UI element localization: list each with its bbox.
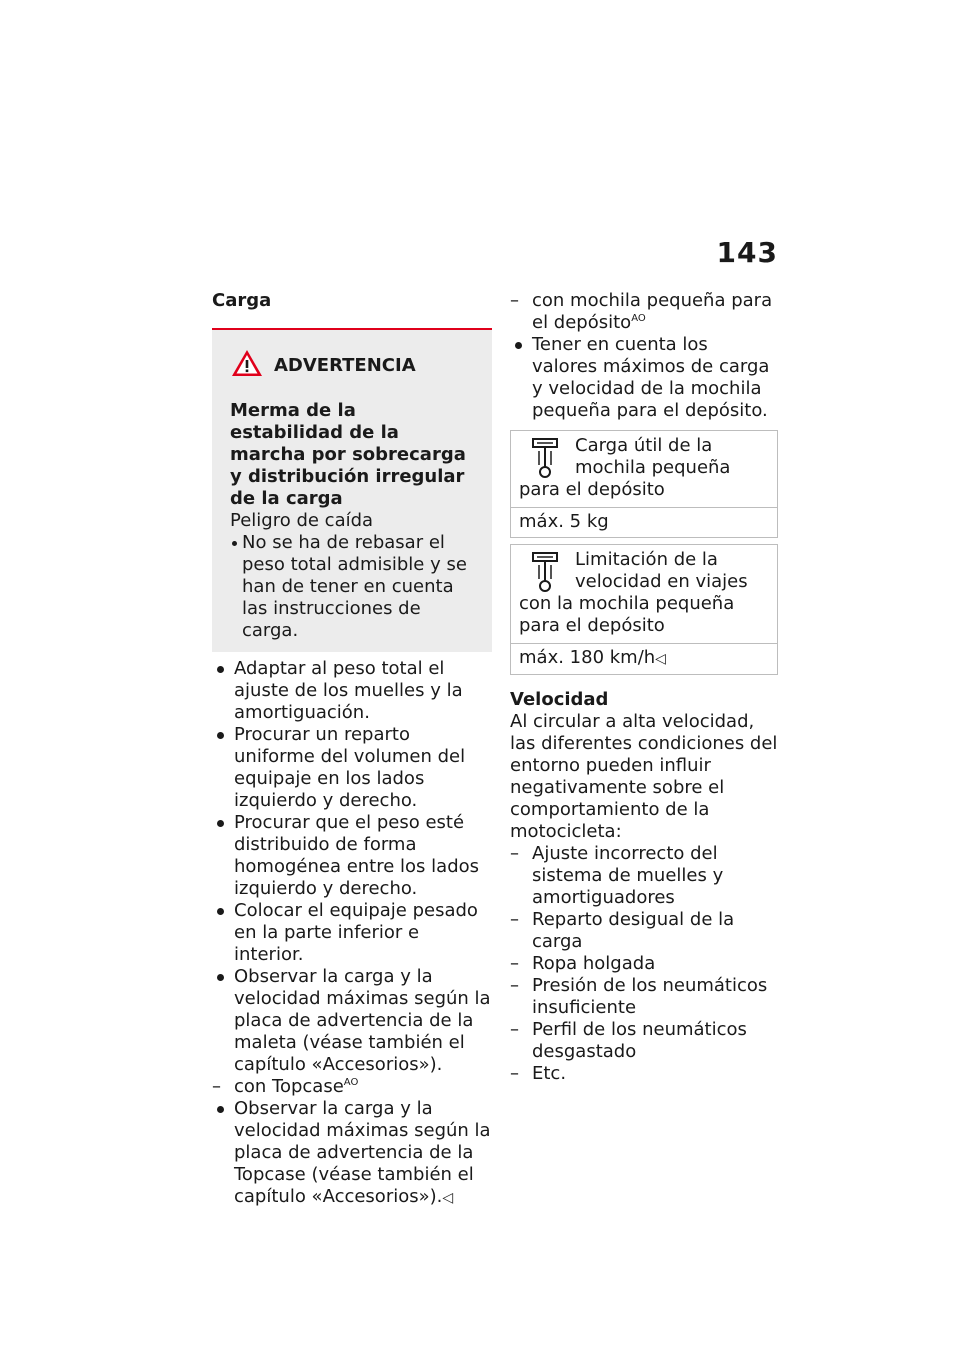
- list-item: Observar la carga y la velocidad máximas según la placa de advertencia de la maleta (véase también el capítulo «Accesorios»).: [212, 966, 492, 1076]
- list-item: – Ropa holgada: [510, 953, 778, 975]
- tankbag-instructions-list: [510, 334, 778, 422]
- condition-text: con Topcase: [234, 1076, 344, 1097]
- condition-text: con mochila pequeña para el depósito: [532, 290, 773, 333]
- topcase-condition: [212, 1076, 492, 1098]
- list-item: Procurar un reparto uniforme del volumen del equipaje en los lados izquierdo y derecho.: [212, 724, 492, 812]
- tankbag-condition: [510, 290, 778, 334]
- list-item: – Ajuste incorrecto del sistema de muelles y amortiguadores: [510, 843, 778, 909]
- end-of-section-mark: ◁: [442, 1190, 454, 1206]
- list-item: – Perfil de los neumáticos desgastado: [510, 1019, 778, 1063]
- spec-value: máx. 180 km/h: [519, 647, 656, 668]
- warning-subtitle: Merma de la estabilidad de la marcha por sobrecarga y distribución irregular de la carga: [230, 400, 466, 509]
- list-item: – Presión de los neumáticos insuficiente: [510, 975, 778, 1019]
- spec-value-row: [511, 643, 777, 674]
- warning-header: [230, 348, 474, 384]
- warning-triangle-icon: [230, 348, 264, 384]
- list-item: Colocar el equipaje pesado en la parte inferior e interior.: [212, 900, 492, 966]
- list-item: Tener en cuenta los valores máximos de carga y velocidad de la mochila pequeña para el depósito.: [510, 334, 778, 422]
- warning-title: ADVERTENCIA: [274, 355, 416, 376]
- luggage-spec-icon: [529, 437, 561, 479]
- warning-list: [230, 532, 474, 642]
- left-column: [212, 290, 492, 1209]
- list-item: – Reparto desigual de la carga: [510, 909, 778, 953]
- spec-value-row: máx. 5 kg: [511, 507, 777, 537]
- list-item: [212, 1076, 492, 1098]
- list-item: – Etc.: [510, 1063, 778, 1085]
- section-text: Al circular a alta velocidad, las diferentes condiciones del entorno pueden influir negativamente sobre el comportamiento de la motocicleta:: [510, 711, 778, 842]
- list-item: Procurar que el peso esté distribuido de forma homogénea entre los lados izquierdo y derecho.: [212, 812, 492, 900]
- section-heading-velocidad: Velocidad: [510, 689, 609, 710]
- spec-label-row: [511, 431, 777, 507]
- loading-instructions-list: [212, 658, 492, 1076]
- spec-table-payload: [510, 430, 778, 538]
- right-column: [510, 290, 778, 1085]
- spec-table-speed: [510, 544, 778, 675]
- luggage-spec-icon: [529, 551, 561, 593]
- spec-label: Limitación de la velocidad en viajes con la mochila pequeña para el depósito: [519, 549, 748, 636]
- warning-list-item: No se ha de rebasar el peso total admisible y se han de tener en cuenta las instrucciones de carga.: [230, 532, 474, 642]
- end-of-section-mark: ◁: [655, 651, 666, 667]
- optional-accessory-mark: AO: [631, 313, 646, 324]
- spec-label-row: [511, 545, 777, 643]
- page-number: 143: [716, 236, 778, 269]
- spec-label: Carga útil de la mochila pequeña para el depósito: [519, 435, 731, 500]
- warning-box: [212, 330, 492, 652]
- list-item: [510, 290, 778, 334]
- list-item: Adaptar al peso total el ajuste de los muelles y la amortiguación.: [212, 658, 492, 724]
- topcase-instructions-list: [212, 1098, 492, 1209]
- warning-hazard: Peligro de caída: [230, 510, 374, 531]
- speed-factors-list: [510, 843, 778, 1085]
- item-text: Observar la carga y la velocidad máximas según la placa de advertencia de la Topcase (véase también el capítulo «Accesorios»).: [234, 1098, 491, 1207]
- optional-accessory-mark: AO: [343, 1077, 359, 1088]
- section-heading-carga: Carga: [212, 290, 272, 311]
- list-item: [212, 1098, 492, 1209]
